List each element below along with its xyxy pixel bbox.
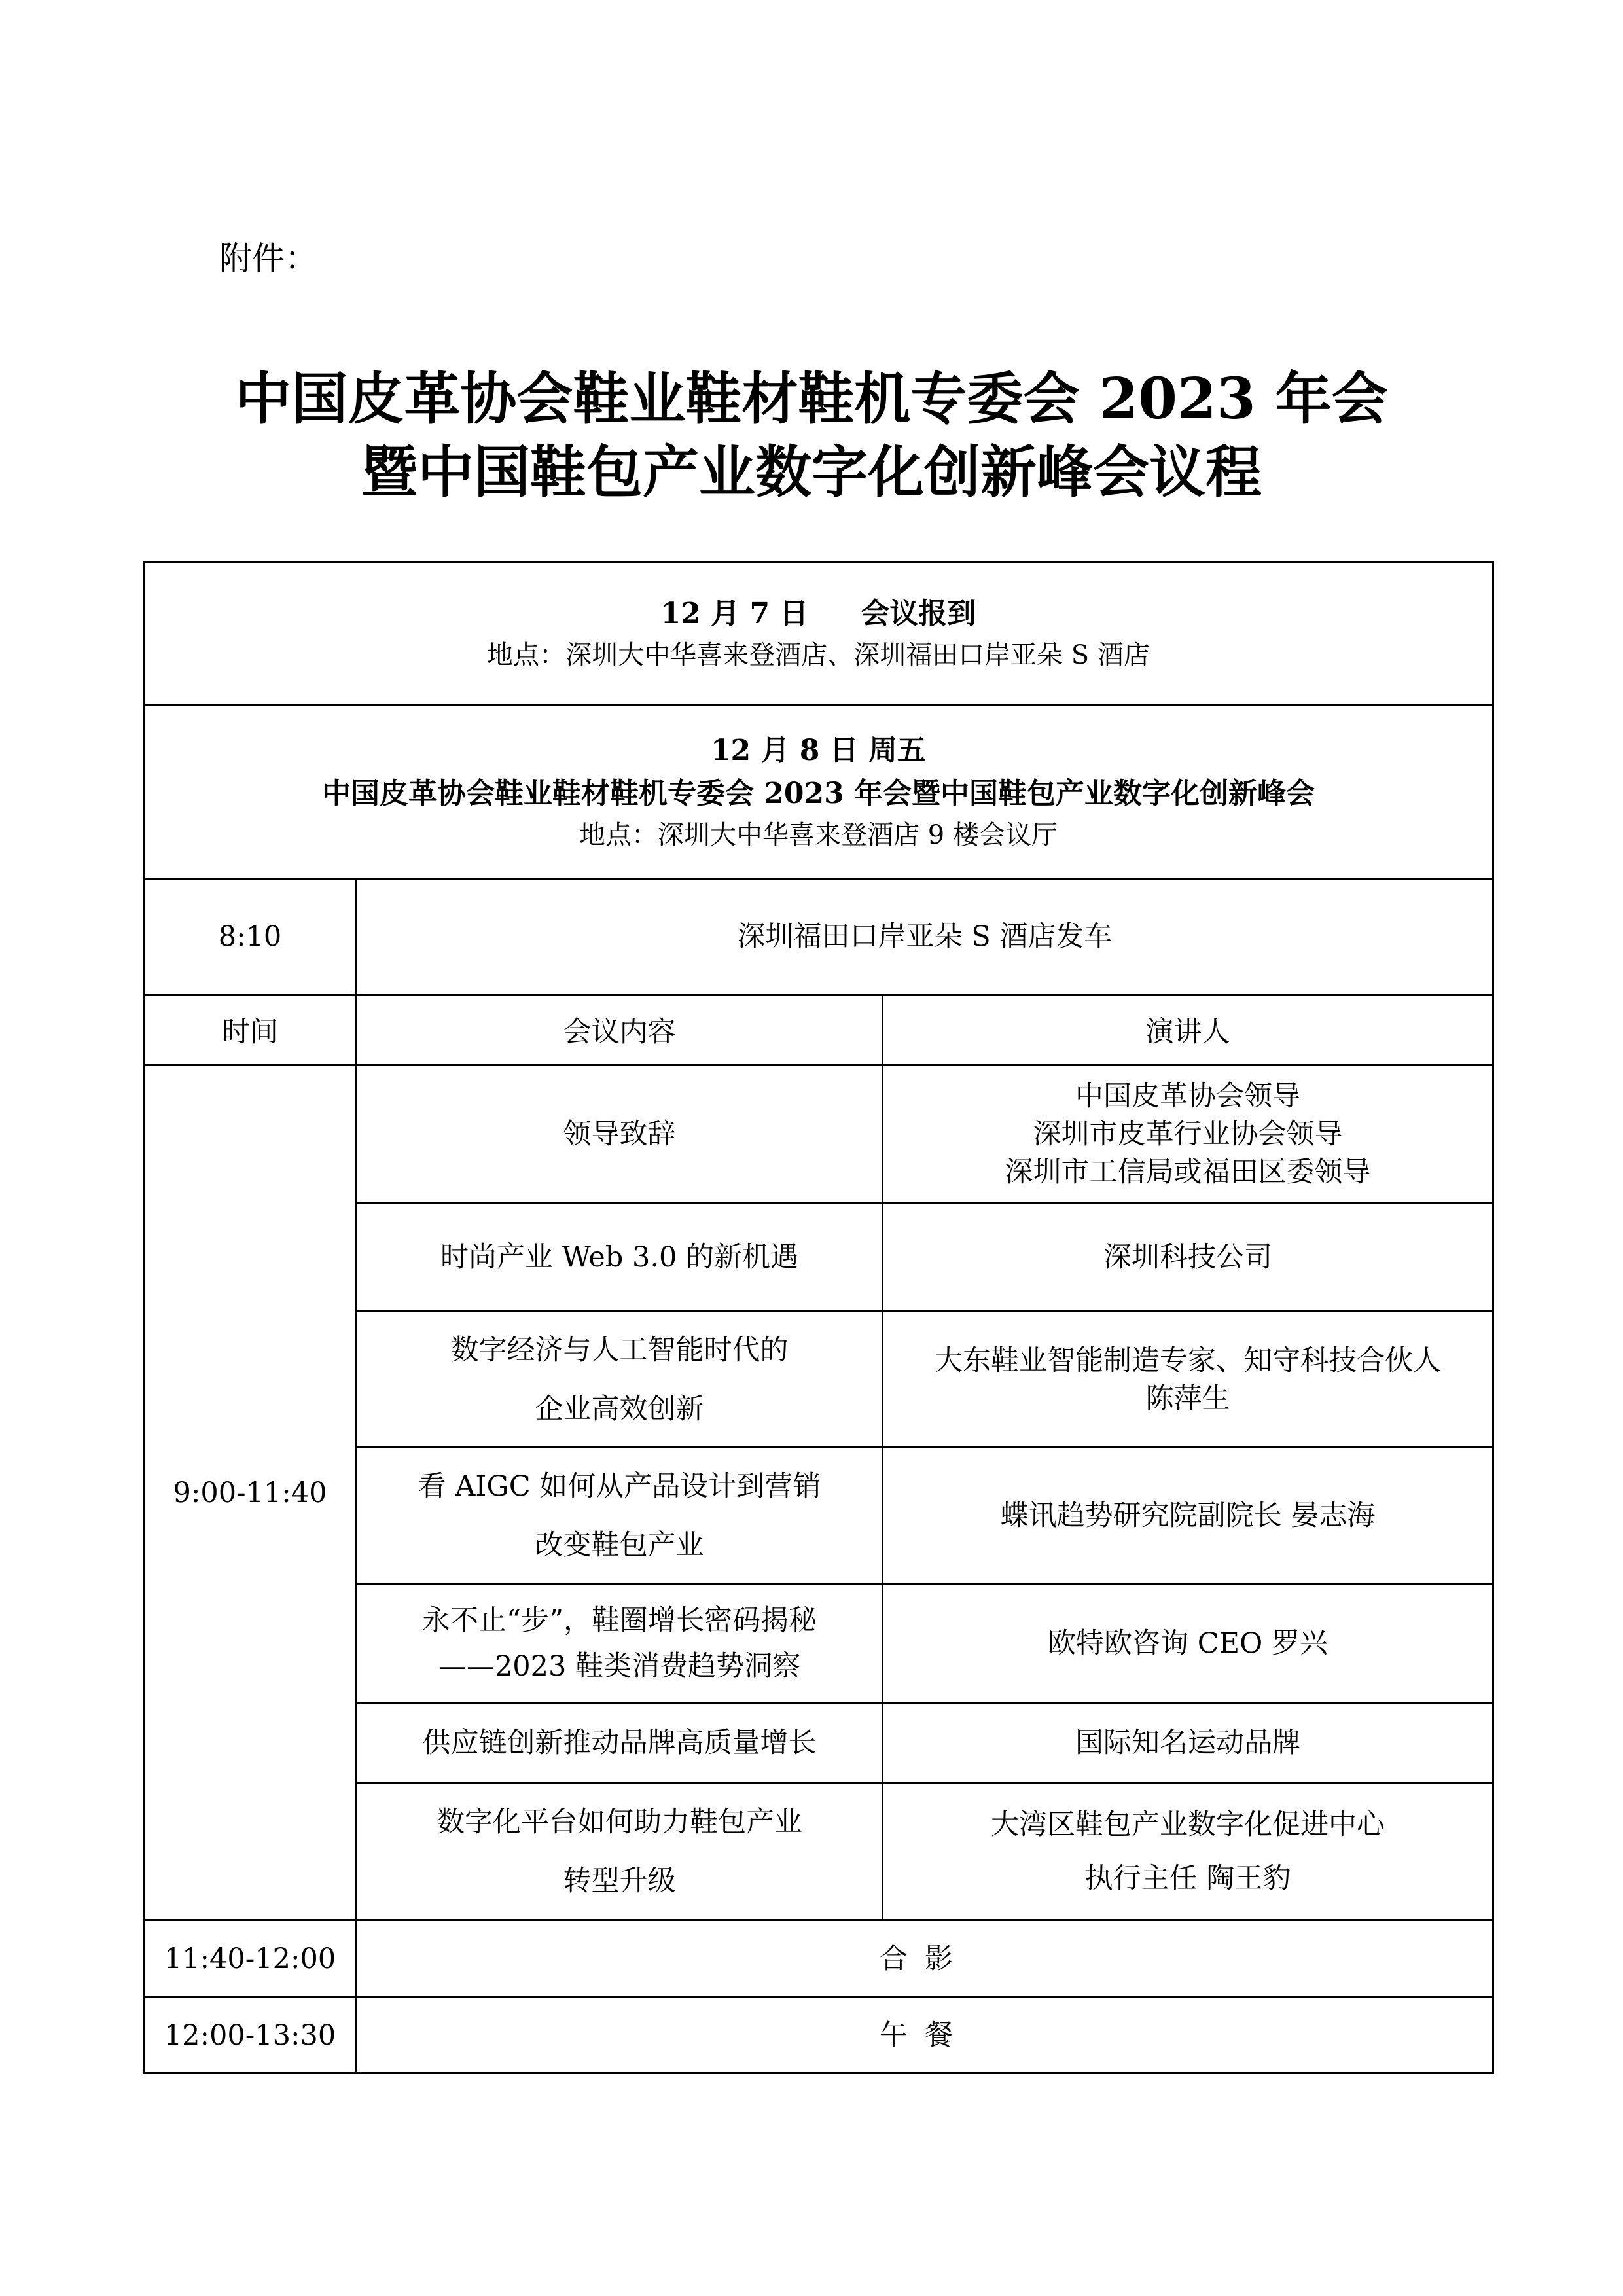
lunch-time: 12:00-13:30 — [144, 1998, 357, 2073]
header-time: 时间 — [144, 995, 357, 1066]
session-content-line: 看 AIGC 如何从产品设计到营销 — [418, 1469, 821, 1503]
session-speaker — [883, 1703, 1493, 1783]
session-time: 9:00-11:40 — [144, 1066, 357, 1920]
session-speaker — [883, 1312, 1493, 1448]
day1-location: 地点：深圳大中华喜来登酒店、深圳福田口岸亚朵 S 酒店 — [487, 639, 1150, 670]
session-speaker-line: 深圳市工信局或福田区委领导 — [1005, 1155, 1371, 1189]
session-content-line: 永不止“步”，鞋圈增长密码揭秘 — [422, 1604, 817, 1637]
day2-event-title: 中国皮革协会鞋业鞋材鞋机专委会 2023 年会暨中国鞋包产业数字化创新峰会 — [321, 776, 1315, 810]
session-content — [357, 1783, 883, 1920]
day2-location: 地点：深圳大中华喜来登酒店 9 楼会议厅 — [579, 819, 1058, 850]
lunch-content: 午餐 — [357, 1998, 1493, 2073]
header-content: 会议内容 — [357, 995, 883, 1066]
session-content-line: 转型升级 — [563, 1864, 676, 1897]
session-speaker-line: 国际知名运动品牌 — [1075, 1726, 1300, 1759]
photo-content: 合影 — [357, 1920, 1493, 1998]
day1-cell — [144, 562, 1493, 705]
session-speaker — [883, 1584, 1493, 1703]
session-content-line: 数字化平台如何助力鞋包产业 — [437, 1805, 802, 1839]
session-content-line: ——2023 鞋类消费趋势洞察 — [438, 1649, 801, 1683]
session-speaker-line: 执行主任 陶王豹 — [1084, 1861, 1291, 1895]
session-speaker — [883, 1066, 1493, 1203]
session-content-line: 供应链创新推动品牌高质量增长 — [422, 1726, 817, 1759]
day1-event: 会议报到 — [861, 596, 976, 630]
session-content-line: 时尚产业 Web 3.0 的新机遇 — [440, 1240, 799, 1274]
header-row — [144, 995, 1493, 1066]
session-content — [357, 1448, 883, 1584]
day2-cell — [144, 705, 1493, 879]
session-speaker-line: 蝶讯趋势研究院副院长 晏志海 — [1000, 1499, 1376, 1532]
photo-row — [144, 1920, 1493, 1998]
session-speaker-line: 深圳科技公司 — [1103, 1240, 1272, 1274]
day1-row — [144, 562, 1493, 705]
session-speaker-line: 中国皮革协会领导 — [1075, 1079, 1300, 1113]
session-content — [357, 1203, 883, 1312]
session-speaker-line: 大湾区鞋包产业数字化促进中心 — [991, 1808, 1385, 1841]
session-content — [357, 1066, 883, 1203]
day2-row — [144, 705, 1493, 879]
lunch-row — [144, 1998, 1493, 2073]
session-speaker-line: 大东鞋业智能制造专家、知守科技合伙人 — [935, 1344, 1441, 1377]
session-content-line: 数字经济与人工智能时代的 — [450, 1333, 789, 1367]
session-speaker — [883, 1783, 1493, 1920]
day1-date: 12 月 7 日 — [660, 596, 809, 630]
day2-date: 12 月 8 日 周五 — [710, 733, 927, 767]
bus-content: 深圳福田口岸亚朵 S 酒店发车 — [357, 879, 1493, 995]
session-speaker-line: 陈萍生 — [1145, 1382, 1230, 1415]
bus-time: 8:10 — [144, 879, 357, 995]
session-speaker — [883, 1203, 1493, 1312]
session-content — [357, 1584, 883, 1703]
session-content-line: 企业高效创新 — [535, 1392, 704, 1426]
bus-row — [144, 879, 1493, 995]
session-row — [144, 1066, 1493, 1203]
session-content — [357, 1703, 883, 1783]
photo-time: 11:40-12:00 — [144, 1920, 357, 1998]
session-speaker-line: 欧特欧咨询 CEO 罗兴 — [1048, 1626, 1328, 1660]
session-content-line: 领导致辞 — [563, 1117, 676, 1151]
day1-heading — [145, 592, 1492, 636]
attachment-label: 附件： — [219, 240, 317, 278]
session-content — [357, 1312, 883, 1448]
page-title-line-2: 暨中国鞋包产业数字化创新峰会议程 — [361, 439, 1262, 505]
header-speaker: 演讲人 — [883, 995, 1493, 1066]
page-title-line-1: 中国皮革协会鞋业鞋材鞋机专委会 2023 年会 — [235, 366, 1388, 432]
session-speaker — [883, 1448, 1493, 1584]
session-speaker-line: 深圳市皮革行业协会领导 — [1033, 1117, 1343, 1151]
session-content-line: 改变鞋包产业 — [535, 1528, 704, 1562]
agenda-table — [143, 561, 1494, 2074]
